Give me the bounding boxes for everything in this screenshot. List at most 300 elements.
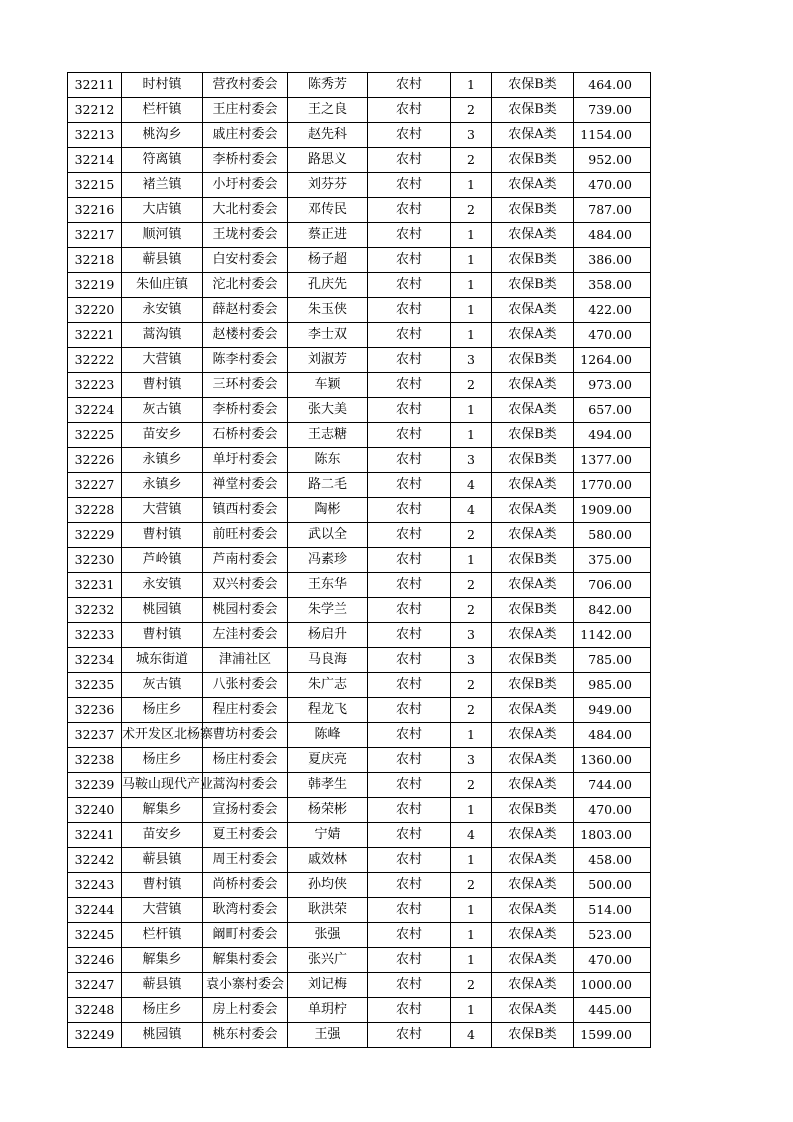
village-committee-cell: 津浦社区	[203, 648, 288, 673]
person-name-cell: 蔡正进	[288, 223, 368, 248]
insurance-category-cell: 农保A类	[492, 998, 574, 1023]
township-cell: 大营镇	[122, 898, 203, 923]
household-size-cell: 2	[451, 198, 492, 223]
table-body	[68, 73, 651, 1048]
township-cell: 杨庄乡	[122, 998, 203, 1023]
village-committee-cell: 陈李村委会	[203, 348, 288, 373]
record-id-cell: 32215	[68, 173, 122, 198]
village-committee-cell: 赵楼村委会	[203, 323, 288, 348]
table-row	[68, 423, 651, 448]
village-committee-cell: 白安村委会	[203, 248, 288, 273]
table-row	[68, 123, 651, 148]
record-id-cell: 32229	[68, 523, 122, 548]
village-committee-cell: 大北村委会	[203, 198, 288, 223]
area-type-cell: 农村	[368, 573, 451, 598]
record-id-cell: 32212	[68, 98, 122, 123]
area-type-cell: 农村	[368, 123, 451, 148]
person-name-cell: 刘记梅	[288, 973, 368, 998]
insurance-category-cell: 农保B类	[492, 73, 574, 98]
record-id-cell: 32217	[68, 223, 122, 248]
household-size-cell: 2	[451, 873, 492, 898]
area-type-cell: 农村	[368, 548, 451, 573]
record-id-cell: 32246	[68, 948, 122, 973]
household-size-cell: 2	[451, 148, 492, 173]
household-size-cell: 1	[451, 723, 492, 748]
household-size-cell: 2	[451, 523, 492, 548]
table-row	[68, 848, 651, 873]
village-committee-cell: 尚桥村委会	[203, 873, 288, 898]
person-name-cell: 陈峰	[288, 723, 368, 748]
amount-cell: 470.00	[574, 948, 651, 973]
insurance-category-cell: 农保A类	[492, 173, 574, 198]
person-name-cell: 邓传民	[288, 198, 368, 223]
record-id-cell: 32244	[68, 898, 122, 923]
record-id-cell: 32241	[68, 823, 122, 848]
record-id-cell: 32222	[68, 348, 122, 373]
township-cell: 朱仙庄镇	[122, 273, 203, 298]
insurance-category-cell: 农保A类	[492, 748, 574, 773]
village-committee-cell: 王庄村委会	[203, 98, 288, 123]
person-name-cell: 韩孝生	[288, 773, 368, 798]
township-cell: 灰古镇	[122, 673, 203, 698]
household-size-cell: 4	[451, 473, 492, 498]
amount-cell: 706.00	[574, 573, 651, 598]
table-row	[68, 323, 651, 348]
household-size-cell: 1	[451, 73, 492, 98]
household-size-cell: 2	[451, 98, 492, 123]
amount-cell: 494.00	[574, 423, 651, 448]
amount-cell: 470.00	[574, 798, 651, 823]
township-cell: 曹村镇	[122, 523, 203, 548]
household-size-cell: 2	[451, 573, 492, 598]
household-size-cell: 1	[451, 398, 492, 423]
area-type-cell: 农村	[368, 223, 451, 248]
table-row	[68, 948, 651, 973]
amount-cell: 1909.00	[574, 498, 651, 523]
amount-cell: 422.00	[574, 298, 651, 323]
insurance-category-cell: 农保B类	[492, 248, 574, 273]
person-name-cell: 武以全	[288, 523, 368, 548]
person-name-cell: 路思义	[288, 148, 368, 173]
table-row	[68, 298, 651, 323]
record-id-cell: 32211	[68, 73, 122, 98]
area-type-cell: 农村	[368, 848, 451, 873]
household-size-cell: 1	[451, 298, 492, 323]
insurance-category-cell: 农保B类	[492, 423, 574, 448]
township-cell: 桃园镇	[122, 598, 203, 623]
table-row	[68, 448, 651, 473]
township-cell: 曹村镇	[122, 873, 203, 898]
village-committee-cell: 解集村委会	[203, 948, 288, 973]
insurance-category-cell: 农保B类	[492, 1023, 574, 1048]
township-cell: 永镇乡	[122, 473, 203, 498]
table-row	[68, 623, 651, 648]
person-name-cell: 夏庆亮	[288, 748, 368, 773]
area-type-cell: 农村	[368, 598, 451, 623]
amount-cell: 842.00	[574, 598, 651, 623]
household-size-cell: 3	[451, 123, 492, 148]
village-committee-cell: 三环村委会	[203, 373, 288, 398]
area-type-cell: 农村	[368, 448, 451, 473]
amount-cell: 445.00	[574, 998, 651, 1023]
village-committee-cell: 小圩村委会	[203, 173, 288, 198]
amount-cell: 1803.00	[574, 823, 651, 848]
village-committee-cell: 八张村委会	[203, 673, 288, 698]
area-type-cell: 农村	[368, 698, 451, 723]
record-id-cell: 32233	[68, 623, 122, 648]
amount-cell: 470.00	[574, 323, 651, 348]
table-row	[68, 1023, 651, 1048]
person-name-cell: 张兴广	[288, 948, 368, 973]
insurance-category-cell: 农保A类	[492, 523, 574, 548]
village-committee-cell: 房上村委会	[203, 998, 288, 1023]
insurance-category-cell: 农保B类	[492, 798, 574, 823]
village-committee-cell: 禅堂村委会	[203, 473, 288, 498]
household-size-cell: 1	[451, 998, 492, 1023]
person-name-cell: 陶彬	[288, 498, 368, 523]
household-size-cell: 4	[451, 1023, 492, 1048]
table-row	[68, 698, 651, 723]
record-id-cell: 32224	[68, 398, 122, 423]
village-committee-cell: 石桥村委会	[203, 423, 288, 448]
table-row	[68, 723, 651, 748]
amount-cell: 375.00	[574, 548, 651, 573]
table-row	[68, 173, 651, 198]
area-type-cell: 农村	[368, 473, 451, 498]
household-size-cell: 2	[451, 698, 492, 723]
area-type-cell: 农村	[368, 1023, 451, 1048]
insurance-category-cell: 农保B类	[492, 198, 574, 223]
table-row	[68, 348, 651, 373]
table-row	[68, 473, 651, 498]
village-committee-cell: 桃园村委会	[203, 598, 288, 623]
household-size-cell: 1	[451, 923, 492, 948]
person-name-cell: 车颖	[288, 373, 368, 398]
record-id-cell: 32239	[68, 773, 122, 798]
record-id-cell: 32249	[68, 1023, 122, 1048]
person-name-cell: 程龙飞	[288, 698, 368, 723]
person-name-cell: 朱学兰	[288, 598, 368, 623]
record-id-cell: 32228	[68, 498, 122, 523]
area-type-cell: 农村	[368, 73, 451, 98]
amount-cell: 523.00	[574, 923, 651, 948]
township-cell: 褚兰镇	[122, 173, 203, 198]
township-cell: 大店镇	[122, 198, 203, 223]
area-type-cell: 农村	[368, 873, 451, 898]
insurance-category-cell: 农保A类	[492, 398, 574, 423]
amount-cell: 744.00	[574, 773, 651, 798]
record-id-cell: 32227	[68, 473, 122, 498]
table-row	[68, 98, 651, 123]
township-cell: 解集乡	[122, 948, 203, 973]
record-id-cell: 32235	[68, 673, 122, 698]
village-committee-cell: 耿湾村委会	[203, 898, 288, 923]
area-type-cell: 农村	[368, 973, 451, 998]
amount-cell: 464.00	[574, 73, 651, 98]
area-type-cell: 农村	[368, 198, 451, 223]
household-size-cell: 1	[451, 273, 492, 298]
amount-cell: 1000.00	[574, 973, 651, 998]
amount-cell: 952.00	[574, 148, 651, 173]
person-name-cell: 朱广志	[288, 673, 368, 698]
table-row	[68, 523, 651, 548]
person-name-cell: 路二毛	[288, 473, 368, 498]
record-id-cell: 32238	[68, 748, 122, 773]
village-committee-cell: 曹坊村委会	[203, 723, 288, 748]
record-id-cell: 32232	[68, 598, 122, 623]
insurance-category-cell: 农保B类	[492, 273, 574, 298]
area-type-cell: 农村	[368, 398, 451, 423]
person-name-cell: 孔庆先	[288, 273, 368, 298]
amount-cell: 787.00	[574, 198, 651, 223]
amount-cell: 1360.00	[574, 748, 651, 773]
township-cell: 蕲县镇	[122, 848, 203, 873]
person-name-cell: 王东华	[288, 573, 368, 598]
insurance-category-cell: 农保B类	[492, 148, 574, 173]
person-name-cell: 赵先科	[288, 123, 368, 148]
village-committee-cell: 程庄村委会	[203, 698, 288, 723]
insurance-category-cell: 农保A类	[492, 973, 574, 998]
area-type-cell: 农村	[368, 348, 451, 373]
area-type-cell: 农村	[368, 723, 451, 748]
area-type-cell: 农村	[368, 923, 451, 948]
village-committee-cell: 营孜村委会	[203, 73, 288, 98]
village-committee-cell: 夏王村委会	[203, 823, 288, 848]
area-type-cell: 农村	[368, 823, 451, 848]
person-name-cell: 冯素珍	[288, 548, 368, 573]
village-committee-cell: 李桥村委会	[203, 148, 288, 173]
amount-cell: 484.00	[574, 723, 651, 748]
township-cell: 永安镇	[122, 298, 203, 323]
table-row	[68, 148, 651, 173]
insurance-category-cell: 农保A类	[492, 923, 574, 948]
amount-cell: 949.00	[574, 698, 651, 723]
table-row	[68, 648, 651, 673]
household-size-cell: 1	[451, 223, 492, 248]
record-id-cell: 32234	[68, 648, 122, 673]
record-id-cell: 32240	[68, 798, 122, 823]
township-cell: 蒿沟镇	[122, 323, 203, 348]
table-row	[68, 673, 651, 698]
insurance-category-cell: 农保B类	[492, 448, 574, 473]
area-type-cell: 农村	[368, 273, 451, 298]
amount-cell: 500.00	[574, 873, 651, 898]
person-name-cell: 陈秀芳	[288, 73, 368, 98]
village-committee-cell: 周王村委会	[203, 848, 288, 873]
amount-cell: 1264.00	[574, 348, 651, 373]
person-name-cell: 张强	[288, 923, 368, 948]
amount-cell: 657.00	[574, 398, 651, 423]
township-cell: 桃园镇	[122, 1023, 203, 1048]
household-size-cell: 1	[451, 848, 492, 873]
amount-cell: 1377.00	[574, 448, 651, 473]
record-id-cell: 32237	[68, 723, 122, 748]
person-name-cell: 单玥柠	[288, 998, 368, 1023]
record-id-cell: 32218	[68, 248, 122, 273]
area-type-cell: 农村	[368, 673, 451, 698]
person-name-cell: 宁婧	[288, 823, 368, 848]
area-type-cell: 农村	[368, 948, 451, 973]
record-id-cell: 32226	[68, 448, 122, 473]
township-cell: 苗安乡	[122, 823, 203, 848]
township-cell: 芦岭镇	[122, 548, 203, 573]
household-size-cell: 2	[451, 973, 492, 998]
record-id-cell: 32216	[68, 198, 122, 223]
area-type-cell: 农村	[368, 623, 451, 648]
amount-cell: 458.00	[574, 848, 651, 873]
township-cell: 杨庄乡	[122, 748, 203, 773]
person-name-cell: 李士双	[288, 323, 368, 348]
insurance-category-cell: 农保A类	[492, 948, 574, 973]
area-type-cell: 农村	[368, 323, 451, 348]
insurance-category-cell: 农保A类	[492, 723, 574, 748]
table-row	[68, 798, 651, 823]
insurance-category-cell: 农保A类	[492, 573, 574, 598]
township-cell: 杨庄乡	[122, 698, 203, 723]
township-cell: 苗安乡	[122, 423, 203, 448]
table-row	[68, 573, 651, 598]
household-size-cell: 3	[451, 448, 492, 473]
village-committee-cell: 阚町村委会	[203, 923, 288, 948]
table-row	[68, 73, 651, 98]
amount-cell: 484.00	[574, 223, 651, 248]
township-cell: 顺河镇	[122, 223, 203, 248]
person-name-cell: 马良海	[288, 648, 368, 673]
person-name-cell: 戚效林	[288, 848, 368, 873]
record-id-cell: 32248	[68, 998, 122, 1023]
township-cell: 曹村镇	[122, 623, 203, 648]
person-name-cell: 王之良	[288, 98, 368, 123]
table-row	[68, 373, 651, 398]
household-size-cell: 3	[451, 623, 492, 648]
table-row	[68, 498, 651, 523]
amount-cell: 1770.00	[574, 473, 651, 498]
village-committee-cell: 戚庄村委会	[203, 123, 288, 148]
table-row	[68, 823, 651, 848]
table-row	[68, 898, 651, 923]
table-row	[68, 873, 651, 898]
township-cell: 蕲县镇	[122, 973, 203, 998]
amount-cell: 739.00	[574, 98, 651, 123]
village-committee-cell: 前旺村委会	[203, 523, 288, 548]
amount-cell: 358.00	[574, 273, 651, 298]
record-id-cell: 32230	[68, 548, 122, 573]
table-row	[68, 773, 651, 798]
insurance-category-cell: 农保A类	[492, 873, 574, 898]
household-size-cell: 2	[451, 673, 492, 698]
village-committee-cell: 芦南村委会	[203, 548, 288, 573]
township-cell: 栏杆镇	[122, 923, 203, 948]
township-cell: 术开发区北杨寨	[122, 723, 203, 748]
record-id-cell: 32243	[68, 873, 122, 898]
person-name-cell: 王志糖	[288, 423, 368, 448]
area-type-cell: 农村	[368, 648, 451, 673]
amount-cell: 386.00	[574, 248, 651, 273]
village-committee-cell: 蒿沟村委会	[203, 773, 288, 798]
amount-cell: 1142.00	[574, 623, 651, 648]
person-name-cell: 刘淑芳	[288, 348, 368, 373]
township-cell: 大营镇	[122, 498, 203, 523]
insurance-category-cell: 农保A类	[492, 373, 574, 398]
township-cell: 曹村镇	[122, 373, 203, 398]
record-id-cell: 32221	[68, 323, 122, 348]
person-name-cell: 王强	[288, 1023, 368, 1048]
insurance-category-cell: 农保A类	[492, 473, 574, 498]
insurance-category-cell: 农保B类	[492, 598, 574, 623]
record-id-cell: 32247	[68, 973, 122, 998]
township-cell: 时村镇	[122, 73, 203, 98]
beneficiary-table	[67, 72, 651, 1048]
table-row	[68, 748, 651, 773]
township-cell: 永镇乡	[122, 448, 203, 473]
record-id-cell: 32242	[68, 848, 122, 873]
township-cell: 永安镇	[122, 573, 203, 598]
insurance-category-cell: 农保A类	[492, 623, 574, 648]
insurance-category-cell: 农保A类	[492, 848, 574, 873]
household-size-cell: 2	[451, 598, 492, 623]
household-size-cell: 1	[451, 948, 492, 973]
area-type-cell: 农村	[368, 898, 451, 923]
amount-cell: 514.00	[574, 898, 651, 923]
table-row	[68, 198, 651, 223]
record-id-cell: 32220	[68, 298, 122, 323]
area-type-cell: 农村	[368, 373, 451, 398]
area-type-cell: 农村	[368, 998, 451, 1023]
village-committee-cell: 沱北村委会	[203, 273, 288, 298]
area-type-cell: 农村	[368, 798, 451, 823]
insurance-category-cell: 农保A类	[492, 223, 574, 248]
record-id-cell: 32245	[68, 923, 122, 948]
table-row	[68, 923, 651, 948]
insurance-category-cell: 农保B类	[492, 548, 574, 573]
person-name-cell: 杨启升	[288, 623, 368, 648]
township-cell: 桃沟乡	[122, 123, 203, 148]
insurance-category-cell: 农保A类	[492, 823, 574, 848]
household-size-cell: 1	[451, 548, 492, 573]
amount-cell: 580.00	[574, 523, 651, 548]
township-cell: 符离镇	[122, 148, 203, 173]
insurance-category-cell: 农保A类	[492, 123, 574, 148]
township-cell: 灰古镇	[122, 398, 203, 423]
village-committee-cell: 宣扬村委会	[203, 798, 288, 823]
amount-cell: 985.00	[574, 673, 651, 698]
township-cell: 蕲县镇	[122, 248, 203, 273]
household-size-cell: 1	[451, 248, 492, 273]
area-type-cell: 农村	[368, 773, 451, 798]
person-name-cell: 刘芬芬	[288, 173, 368, 198]
record-id-cell: 32231	[68, 573, 122, 598]
household-size-cell: 1	[451, 323, 492, 348]
table-row	[68, 273, 651, 298]
insurance-category-cell: 农保B类	[492, 673, 574, 698]
village-committee-cell: 薛赵村委会	[203, 298, 288, 323]
table-row	[68, 548, 651, 573]
village-committee-cell: 袁小寨村委会	[203, 973, 288, 998]
household-size-cell: 4	[451, 823, 492, 848]
person-name-cell: 陈东	[288, 448, 368, 473]
person-name-cell: 朱玉侠	[288, 298, 368, 323]
village-committee-cell: 杨庄村委会	[203, 748, 288, 773]
household-size-cell: 2	[451, 773, 492, 798]
table-row	[68, 598, 651, 623]
insurance-category-cell: 农保A类	[492, 323, 574, 348]
record-id-cell: 32223	[68, 373, 122, 398]
area-type-cell: 农村	[368, 248, 451, 273]
table-row	[68, 248, 651, 273]
insurance-category-cell: 农保A类	[492, 698, 574, 723]
table-row	[68, 398, 651, 423]
amount-cell: 1154.00	[574, 123, 651, 148]
